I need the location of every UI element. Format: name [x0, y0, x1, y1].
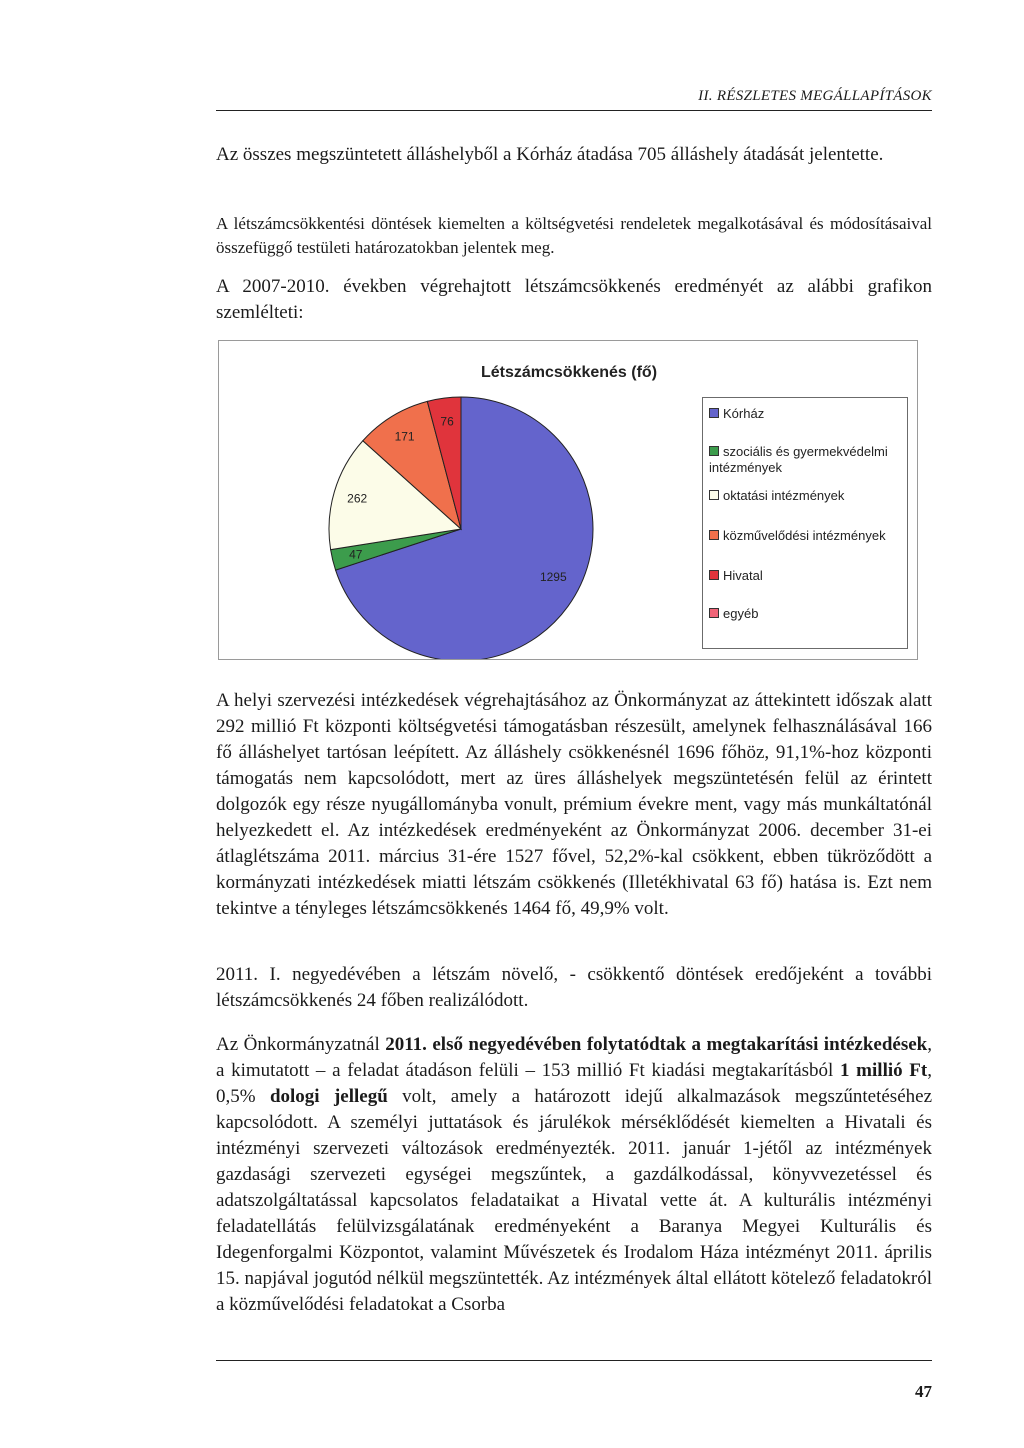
pie-slice-label-1: 47 — [349, 547, 363, 562]
legend-label-0: Kórház — [723, 406, 765, 421]
legend-item-2 — [709, 488, 905, 504]
legend-label-5: egyéb — [723, 606, 759, 621]
paragraph-5: 2011. I. negyedévében a létszám növelő, - csökkentő döntések eredőjeként a további létszámcsökkenés 24 főben realizálódott. — [216, 964, 932, 1011]
legend-swatch-5 — [709, 608, 719, 618]
paragraph-6 — [216, 1032, 932, 1318]
pie-slice-label-0: 1295 — [539, 570, 567, 584]
legend-label-4: Hivatal — [723, 568, 763, 583]
legend-item-0 — [709, 406, 905, 422]
chart-legend — [702, 397, 908, 649]
paragraph-3: A 2007-2010. években végrehajtott létszámcsökkenés eredményét az alábbi grafikon szemlélteti: — [216, 276, 932, 323]
pie-slice-label-3: 171 — [394, 429, 415, 444]
pie-chart — [218, 340, 918, 660]
paragraph-6-text-2: , a kimutatott – a feladat átadáson felüli – 153 millió Ft kiadási megtakarításból — [216, 1034, 932, 1081]
paragraph-6-bold-3: dologi jellegű — [269, 1086, 388, 1107]
paragraph-1: Az összes megszüntetett álláshelyből a Kórház átadása 705 álláshely átadását jelentette. — [216, 144, 884, 165]
page-number: 47 — [915, 1382, 932, 1401]
paragraph-4: A helyi szervezési intézkedések végrehajtásához az Önkormányzat az áttekintett időszak alatt 292 millió Ft központi költségvetési támogatásban részesült, amelynek felhasználásával 166 fő álláshelyet tartósan leépített. Az álláshely csökkenésnél 1696 főhöz, 91,1%-hoz központi támogatás nem kapcsolódott, mert az üres álláshelyek megszüntetésén felül az érintett dolgozók egy része nyugállományba vonult, prémium évekre ment, vagy más munkáltatónál helyezkedett el. Az intézkedések eredményeként az Önkormányzat 2006. december 31-ei átlaglétszáma 2011. március 31-ére 1527 fővel, 52,2%-kal csökkent, ebben tükröződött a kormányzati intézkedések miatti létszám csökkenés (Illetékhivatal 63 fő) hatása is. Ezt nem tekintve a tényleges létszámcsökkenés 1464 fő, 49,9% volt. — [216, 690, 932, 919]
legend-item-1 — [709, 444, 905, 476]
paragraph-2: A létszámcsökkentési döntések kiemelten a költségvetési rendeletek megalkotásával és módosításaival összefüggő testületi határozatokban jelentek meg. — [216, 214, 932, 257]
running-header: II. RÉSZLETES MEGÁLLAPÍTÁSOK — [698, 88, 932, 104]
legend-swatch-1 — [709, 446, 719, 456]
paragraph-6-text-3: , 0,5% — [216, 1060, 932, 1107]
footer-rule — [216, 1360, 932, 1361]
header-rule — [216, 110, 932, 111]
pie-slice-label-2: 262 — [347, 491, 368, 506]
legend-label-1: szociális és gyermekvédelmi intézmények — [709, 444, 888, 475]
legend-label-3: közművelődési intézmények — [723, 528, 886, 543]
legend-label-2: oktatási intézmények — [723, 488, 845, 503]
paragraph-6-text-1: Az Önkormányzatnál — [216, 1034, 386, 1055]
legend-item-4 — [709, 568, 905, 584]
legend-swatch-3 — [709, 530, 719, 540]
paragraph-6-text-4: volt, amely a határozott idejű alkalmazások megszűntetéséhez kapcsolódott. A személyi juttatások és járulékok mérséklődését kiemelten a Hivatali és intézményi szervezeti változások eredményezték. 2011. január 1-jétől az intézmények gazdasági szervezeti egységei megszűntek, a gazdálkodással, könyvvezetéssel és adatszolgáltatással kapcsolatos feladataikat a Hivatal vette át. A kulturális intézményi feladatellátás felülvizsgálatának eredményeként a Baranya Megyei Kulturális és Idegenforgalmi Központot, valamint Művészetek és Irodalom Háza intézményt 2011. április 15. napjával jogutód nélkül megszüntették. Az intézmények által ellátott kötelező feladatokról a közművelődési feladatokat a Csorba — [216, 1086, 933, 1315]
legend-swatch-2 — [709, 490, 719, 500]
paragraph-6-bold-2: 1 millió Ft — [840, 1060, 928, 1081]
paragraph-6-bold-1: 2011. első negyedévében folytatódtak a megtakarítási intézkedések — [385, 1034, 928, 1055]
pie-slice-label-4: 76 — [440, 414, 454, 429]
chart-title: Létszámcsökkenés (fő) — [480, 364, 658, 381]
legend-item-5 — [709, 606, 905, 622]
legend-item-3 — [709, 528, 905, 544]
legend-swatch-0 — [709, 408, 719, 418]
legend-swatch-4 — [709, 570, 719, 580]
